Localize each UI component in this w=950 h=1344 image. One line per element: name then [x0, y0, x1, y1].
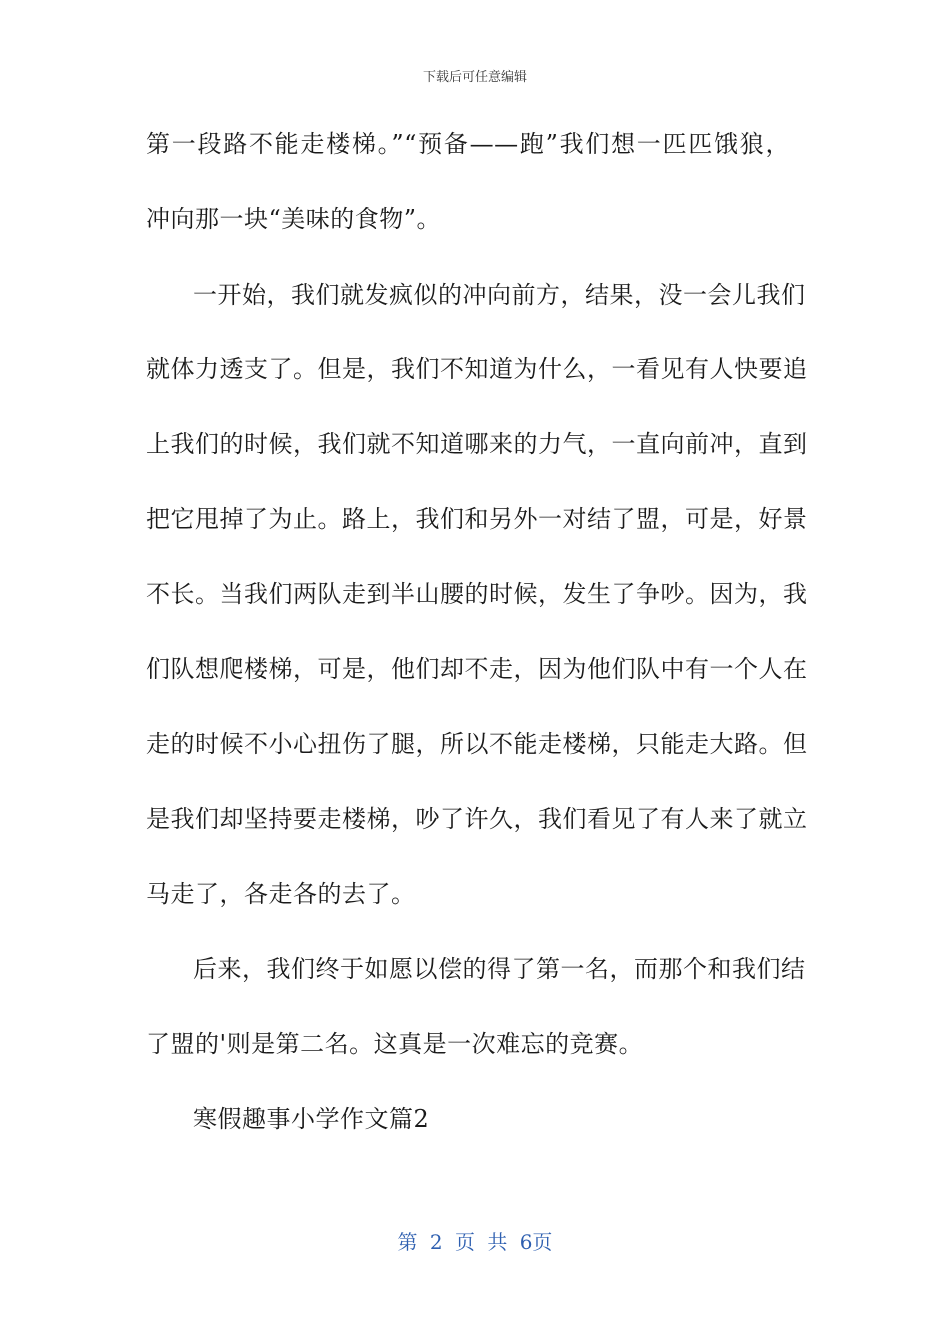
text-line: 们队想爬楼梯，可是，他们却不走，因为他们队中有一个人在 — [146, 655, 808, 683]
text-line: 把它甩掉了为止。路上，我们和另外一对结了盟，可是，好景 — [146, 505, 808, 533]
text-line: 是我们却坚持要走楼梯，吵了许久，我们看见了有人来了就立 — [146, 805, 808, 833]
text-line: 冲向那一块“美味的食物”。 — [146, 205, 442, 233]
text-line: 不长。当我们两队走到半山腰的时候，发生了争吵。因为，我 — [146, 580, 808, 608]
paragraph-first-line: 后来，我们终于如愿以偿的得了第一名，而那个和我们结 — [193, 955, 806, 983]
text-line: 第一段路不能走楼梯。”“预备——跑”我们想一匹匹饿狼， — [146, 130, 790, 158]
text-line: 上我们的时候，我们就不知道哪来的力气，一直向前冲，直到 — [146, 430, 808, 458]
text-line: 了盟的'则是第二名。这真是一次难忘的竞赛。 — [146, 1030, 644, 1058]
page-footer: 第 2 页 共 6页 — [397, 1230, 553, 1254]
text-line: 走的时候不小心扭伤了腿，所以不能走楼梯，只能走大路。但 — [146, 730, 808, 758]
text-line: 就体力透支了。但是，我们不知道为什么，一看见有人快要追 — [146, 355, 808, 383]
section-heading: 寒假趣事小学作文篇2 — [193, 1105, 430, 1133]
text-line: 马走了，各走各的去了。 — [146, 880, 416, 908]
page-header: 下载后可任意编辑 — [422, 70, 527, 85]
paragraph-first-line: 一开始，我们就发疯似的冲向前方，结果，没一会儿我们 — [193, 281, 806, 309]
